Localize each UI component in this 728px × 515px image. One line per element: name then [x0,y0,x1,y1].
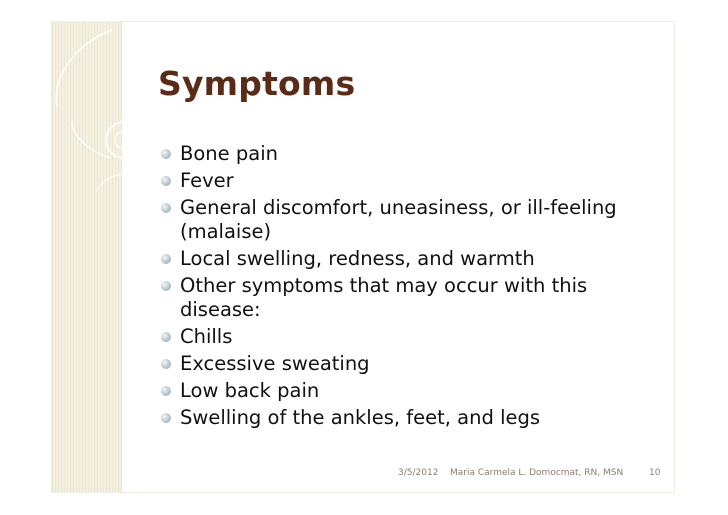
bullet-dot-icon [161,176,171,186]
list-item [158,196,658,244]
list-item [158,379,658,403]
bullet-dot-icon [161,203,171,213]
list-item [158,325,658,349]
list-item [158,352,658,376]
bullet-dot-icon [161,254,171,264]
list-item-text: General discomfort, uneasiness, or ill-feeling (malaise) [180,196,617,243]
bullet-dot-icon [161,332,171,342]
list-item-text: Low back pain [180,379,320,402]
list-item-text: Excessive sweating [180,352,370,375]
symptom-list [158,142,658,433]
list-item-text: Chills [180,325,233,348]
slide [52,22,674,492]
list-item-text: Local swelling, redness, and warmth [180,247,535,270]
footer-author: Maria Carmela L. Domocmat, RN, MSN [450,468,624,478]
list-item-text: Other symptoms that may occur with this disease: [180,274,588,321]
footer-date: 3/5/2012 [398,468,439,478]
bullet-dot-icon [161,281,171,291]
list-item [158,169,658,193]
footer-page-number: 10 [649,468,661,478]
list-item-text: Bone pain [180,142,278,165]
list-item-text: Fever [180,169,234,192]
bullet-dot-icon [161,413,171,423]
list-item [158,247,658,271]
bullet-dot-icon [161,386,171,396]
list-item [158,142,658,166]
bullet-dot-icon [161,149,171,159]
list-item [158,406,658,430]
swirl-decoration-icon [52,22,152,202]
list-item-text: Swelling of the ankles, feet, and legs [180,406,541,429]
bullet-dot-icon [161,359,171,369]
list-item [158,274,658,322]
slide-title: Symptoms [158,64,356,103]
